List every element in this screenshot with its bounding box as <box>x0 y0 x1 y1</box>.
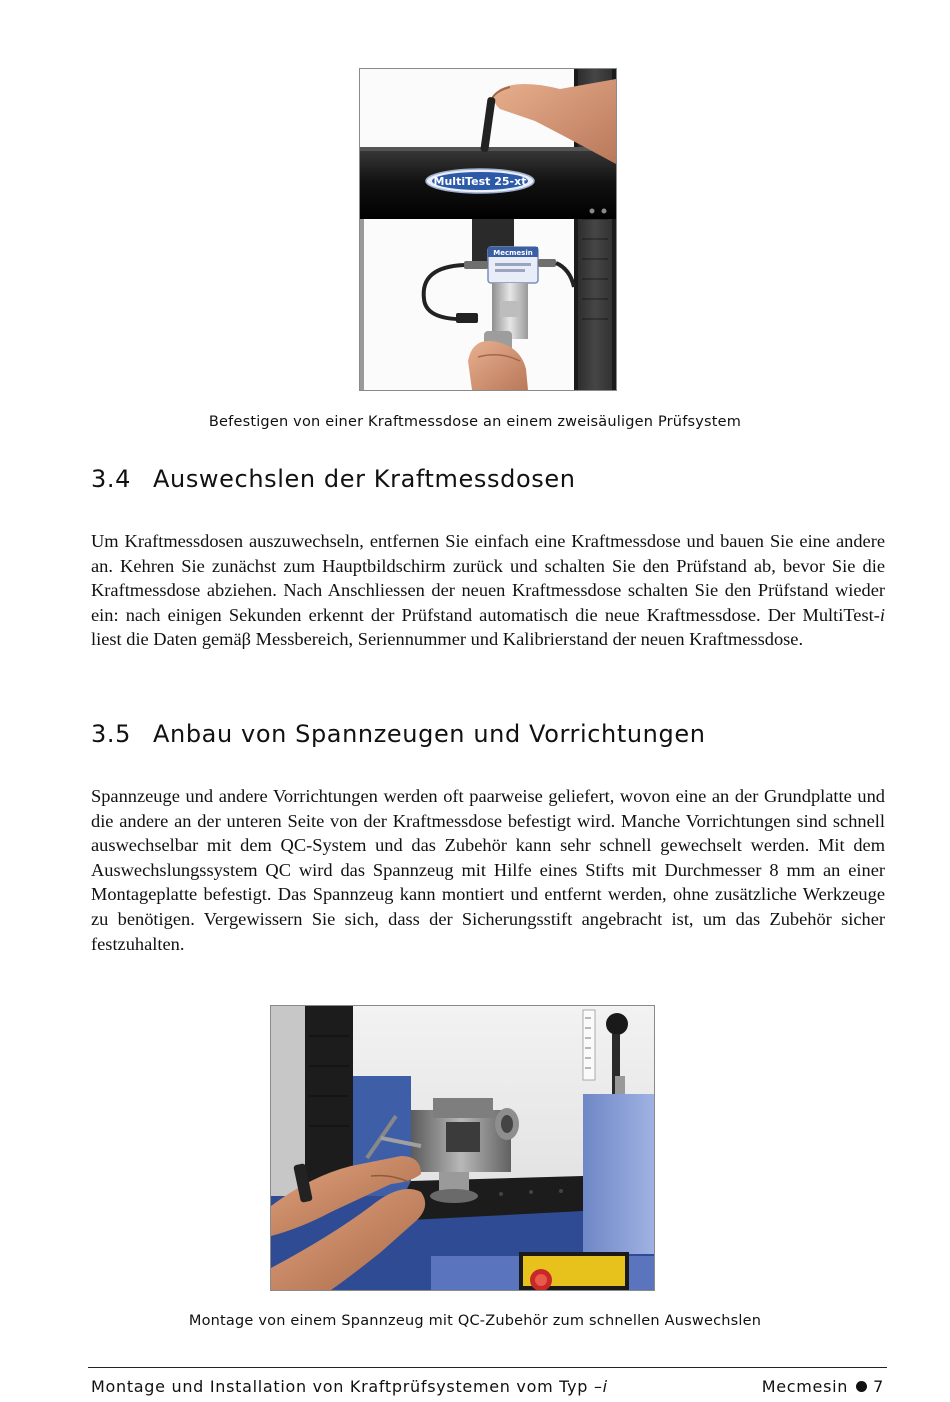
section-number: 3.5 <box>91 720 131 748</box>
grip-mounting-photo-graphic <box>271 1006 654 1290</box>
section-heading <box>91 720 706 748</box>
body-text: liest die Daten gemäβ Messbereich, Seriennummer und Kalibrierstand der neuen Kraftmessdose. <box>91 629 804 650</box>
figure-caption: Befestigen von einer Kraftmessdose an einem zweisäuligen Prüfsystem <box>208 414 742 430</box>
section-heading <box>91 465 576 493</box>
svg-text:Mecmesin: Mecmesin <box>493 249 533 257</box>
page-number: 7 <box>873 1377 884 1396</box>
loadcell-photo-graphic <box>360 69 616 390</box>
svg-text:MultiTest 25-xt: MultiTest 25-xt <box>433 175 527 188</box>
footer-title-text: Montage und Installation von Kraftprüfsystemen vom Typ – <box>91 1377 603 1396</box>
footer-page-info <box>762 1377 884 1396</box>
section-title: Anbau von Spannzeugen und Vorrichtungen <box>153 720 706 748</box>
section-body-paragraph <box>91 529 885 652</box>
footer-divider <box>88 1367 887 1368</box>
section-number: 3.4 <box>91 465 131 493</box>
footer-document-title <box>91 1377 608 1396</box>
grip-mounting-photo <box>270 1005 655 1291</box>
footer-title-italic: i <box>602 1377 608 1396</box>
section-title: Auswechslen der Kraftmessdosen <box>153 465 576 493</box>
footer-brand: Mecmesin <box>761 1377 849 1396</box>
bullet-icon <box>856 1381 867 1392</box>
body-text-italic: i <box>879 604 885 625</box>
loadcell-photo <box>359 68 617 391</box>
figure-caption: Montage von einem Spannzeug mit QC-Zubehör zum schnellen Auswechslen <box>188 1313 762 1329</box>
section-body-paragraph: Spannzeuge und andere Vorrichtungen werden oft paarweise geliefert, wovon eine an der Grundplatte und die andere an der unteren Seite von der Kraftmessdose befestigt wird. Manche Vorrichtungen sind schnell auswechselbar mit dem QC-System und das Zubehör kann sehr schnell gewechselt werden. Mit dem Auswechslungssystem QC wird das Spannzeug mit Hilfe eines Stifts mit Durchmesser 8 mm an einer Montageplatte befestigt. Das Spannzeug kann montiert und entfernt werden, ohne zusätzliche Werkzeuge zu benötigen. Vergewissern Sie sich, dass der Sicherungsstift angebracht ist, um das Zubehör sicher festzuhalten. <box>91 786 885 954</box>
body-text: Um Kraftmessdosen auszuwechseln, entfernen Sie einfach eine Kraftmessdose und bauen Sie eine andere an. Kehren Sie zunächst zum Hauptbildschirm zurück und schalten Sie den Prüfstand ab, bevor Sie die Kraftmessdose abziehen. Nach Anschliessen der neuen Kraftmessdose schalten Sie den Prüfstand wieder ein: nach einigen Sekunden erkennt der Prüfstand automatisch die neue Kraftmessdose. Der MultiTest- <box>91 531 885 625</box>
